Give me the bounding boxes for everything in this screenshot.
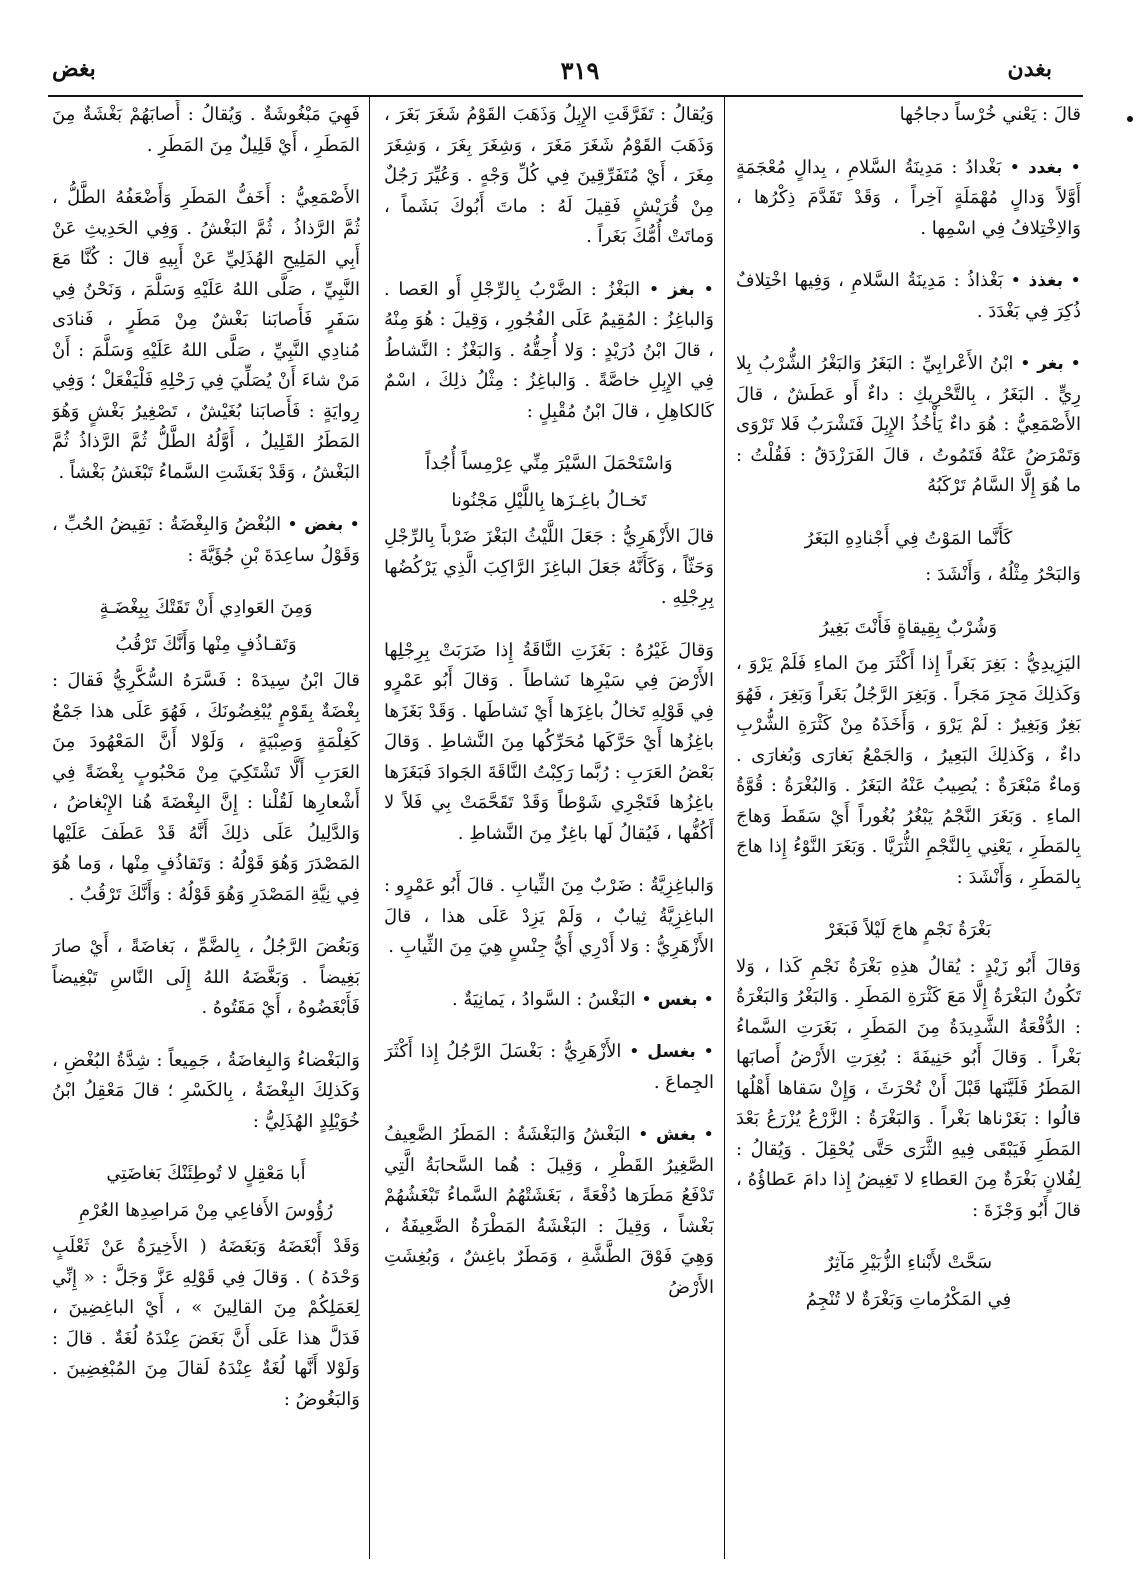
entry-headword: بغذذ <box>1028 271 1064 291</box>
entry-body: • بغسل • الأَزْهَرِيُّ : بَغْسَلَ الرَّجُلُ إِذا أَكْثَرَ الجِماعَ . <box>384 1041 714 1093</box>
entry-paragraph <box>384 522 714 614</box>
entry-paragraph <box>384 636 714 850</box>
entry-headword: بغدد <box>1027 157 1063 178</box>
entry-body: • بغذذ • بَغْذاذُ : مَدِينَةُ السَّلامِ ، وَفِيها اخْتِلافٌ ذُكِرَ فِي بَغْدَدَ . <box>736 270 1081 322</box>
entry-body <box>736 100 1081 131</box>
entry-body <box>384 871 714 963</box>
header-right-word: بغدن <box>1007 56 1052 82</box>
entry-paragraph <box>736 100 1081 131</box>
entry-body <box>384 100 714 253</box>
entry-paragraph <box>52 1046 360 1138</box>
entry-body <box>736 560 1081 591</box>
entry-text: وَقالَ غَيْرُهُ : بَغَزَتِ النَّاقَةُ إِذا ضَرَبَتْ بِرِجْلِها الأَرْضَ فِي سَيْرِها نَشاطاً . وَقالَ أَبُو عَمْرٍو فِي قَوْلِهِ تَخالُ باغِزَها أَيْ نَشاطَها . وَقَدْ بَغَزَها باغِزُها أَيْ حَرَّكَها مُحَرِّكُها مِنَ النَّشاطِ . وَقالَ بَعْضُ العَرَبِ : رُبَّما رَكِبْتُ النَّاقَةَ الجَوادَ فَبَغَزَها باغِزُها فَتَجْرِي شَوْطاً وَقَدْ تَقَحَّمَتْ بِي فَلاً لا أَكُفُّها ، فَيُقالُ لَها باغِزٌ مِنَ النَّشاطِ . <box>384 639 714 844</box>
dictionary-entry <box>736 153 1081 245</box>
entry-headword: بغش <box>655 1125 696 1145</box>
verse-line: بَغْرَةُ نَجْمٍ هاجَ لَيْلاً فَبَغَرْ <box>825 919 992 940</box>
entry-body: • بغز • البَغْزُ : الضَّرْبُ بِالرِّجْلِ أَو العَصا . وَالباغِزُ : المُقِيمُ عَلَى الفُجُورِ ، وَقِيلَ : هُوَ مِنْهُ ، قالَ ابْنُ دُرَيْدٍ : وَلا أُحِقُّهُ . وَالبَغْزُ : النَّشاطُ فِي الإِبِلِ خاصَّةً . وَالباغِزُ : مِثْلُ ذلِكَ ، اسْمٌ كَالكاهِلِ ، قالَ ابْنُ مُقْبِلٍ : <box>384 278 714 422</box>
entry-text: اليَزِيدِيُّ : بَغِرَ بَغَراً إِذا أَكْثَرَ مِنَ الماءِ فَلَمْ يَرْوَ ، وَكَذلِكَ مَجِرَ مَجَراً . وَبَغِرَ الرَّجُلُ بَغَراً وَبَغِرَ ، فَهُوَ بَغِرٌ وَبَغِيرٌ : لَمْ يَرْوَ ، وَأَخَذَهُ مِنْ كَثْرَةِ الشُّرْبِ داءٌ ، وَكَذلِكَ البَعِيرُ ، وَالجَمْعُ بَغارَى وَبُغارَى . وَماءٌ مَبْغَرَةٌ : يُصِيبُ عَنْهُ البَغَرُ . وَالبُغْرَةُ : قُوَّةُ الماءِ . وَبَغَرَ النَّجْمُ يَبْغُرُ بُغُوراً أَيْ سَقَطَ وَهاجَ بِالمَطَرِ ، يَعْنِي بِالنَّجْمِ الثُّرَيَّا . وَبَغَرَ النَّوْءُ إِذا هاجَ بِالمَطَرِ ، وَأَنْشَدَ : <box>736 653 1081 888</box>
entry-headword: بغر <box>1037 354 1064 374</box>
entry-text: الأَزْهَرِيُّ : بَغْسَلَ الرَّجُلُ إِذا أَكْثَرَ الجِماعَ . <box>384 1041 714 1093</box>
dictionary-entry <box>384 1120 714 1303</box>
entry-text: فَهِيَ مَبْغُوشَةٌ . وَيُقالُ : أَصابَهُمْ بَغْشَةٌ مِنَ المَطَرِ ، أَيْ قَلِيلٌ مِنَ المَطَرِ . <box>52 104 360 156</box>
middle-column <box>384 100 714 1560</box>
entry-body <box>52 183 360 488</box>
entry-body <box>52 1232 360 1415</box>
entry-body <box>384 636 714 850</box>
entry-paragraph <box>52 932 360 1024</box>
entry-text: قالَ الأَزْهَرِيُّ : جَعَلَ اللَّيْثُ البَغْزَ ضَرْباً بِالرِّجْلِ وَحَثّاً ، وَكَأَنَّهُ جَعَلَ الباغِزَ الرَّاكِبَ الَّذِي يَرْكُضُها بِرِجْلِهِ . <box>384 526 714 608</box>
entry-body: • بغس • البَغْسُ : السَّوادُ ، يَمانِيَةٌ . <box>451 988 714 1010</box>
entry-headword: بغسل <box>647 1042 696 1062</box>
left-column <box>52 100 360 1560</box>
entry-paragraph <box>52 183 360 488</box>
dictionary-entry <box>52 510 360 571</box>
dictionary-entry <box>736 266 1081 327</box>
dictionary-entry <box>384 985 714 1016</box>
verse-line: رُؤُوسَ الأَفاعِي مِنْ مَراصِدِها العُرْمِ <box>79 1199 333 1221</box>
entry-headword: بغض <box>304 515 344 535</box>
entry-text: البَغْشُ وَالبَغْشَةُ : المَطَرُ الضَّعِيفُ الصَّغِيرُ القَطْرِ ، وَقِيلَ : هُما السَّحابَةُ الَّتِي تَدْفَعُ مَطَرَها دُفْعَةً ، بَغَشَتْهُمُ السَّماءُ تَبْغَشُهُمْ بَغْشاً ، وَقِيلَ : البَغْشَةُ المَطْرَةُ الضَّعِيفَةُ ، وَهِيَ فَوْقَ الطَّشَّةِ ، وَمَطَرٌ باغِشٌ ، وَبُغِشَتِ الأَرْضُ <box>384 1124 714 1298</box>
entry-headword: بغز <box>668 279 695 300</box>
entry-body <box>52 932 360 1024</box>
verse-line: سَحَّتْ لأَبْناءِ الزُّبَيْرِ مَآثِرٌ <box>824 1252 993 1273</box>
entry-body <box>52 1046 360 1138</box>
entry-body: • بغض • البُغْضُ وَالبِغْضَةُ : نَقِيضُ الحُبِّ ، وَقَوْلُ ساعِدَةَ بْنِ جُؤَيَّةَ : <box>52 514 360 566</box>
verse-line: تَخـالُ باغِـزَها بِاللَّيْلِ مَجْنُونا <box>451 489 647 511</box>
entry-text: البَغْسُ : السَّوادُ ، يَمانِيَةٌ . <box>451 988 636 1010</box>
page-number: ٣١٩ <box>560 56 600 85</box>
entry-body <box>52 100 360 161</box>
dictionary-entry <box>384 1037 714 1098</box>
dictionary-entry <box>736 349 1081 502</box>
column-divider-right <box>724 97 725 1559</box>
entry-text: البُغْضُ وَالبِغْضَةُ : نَقِيضُ الحُبِّ ، وَقَوْلُ ساعِدَةَ بْنِ جُؤَيَّةَ : <box>52 514 360 566</box>
entry-text: الأَصْمَعِيُّ : أَخَفُّ المَطَرِ وَأَضْعَفُهُ الطَّلُّ ، ثُمَّ الرَّذاذُ ، ثُمَّ البَغْشُ . وَفِي الحَدِيثِ عَنْ أَبِي المَلِيحِ الهُذَلِيِّ عَنْ أَبِيهِ قالَ : كُنَّا مَعَ النَّبِيِّ ، صَلَّى اللهُ عَلَيْهِ وَسَلَّمَ ، وَنَحْنُ فِي سَفَرٍ فَأَصابَنا بَغْشٌ مِنْ مَطَرٍ ، فَنادَى مُنادِي النَّبِيِّ ، صَلَّى اللهُ عَلَيْهِ وَسَلَّمَ : أَنْ مَنْ شاءَ أَنْ يُصَلِّيَ فِي رَحْلِهِ فَلْيَفْعَلْ ؛ وَفِي رِوايَةٍ : فَأَصابَنا بُغَيْشٌ ، تَصْغِيرُ بَغْشٍ وَهُوَ المَطَرُ القَلِيلُ ، أَوَّلُهُ الطَّلُّ ثُمَّ الرَّذاذُ ثُمَّ البَغْشُ ، وَقَدْ بَغَشَتِ السَّماءُ تَبْغَشُ بَغْشاً . <box>52 187 360 483</box>
entry-paragraph <box>736 649 1081 893</box>
header-rule <box>48 95 1083 97</box>
verse-line: كَأَنَّما المَوْتُ فِي أَجْنادِهِ البَغَرُ <box>804 527 1013 549</box>
entry-text: وَالبَحْرُ مِثْلُهُ ، وَأَنْشَدَ : <box>925 564 1081 585</box>
entry-text: وَبَغُضَ الرَّجُلُ ، بِالضَّمِّ ، بَغاضَةً ، أَيْ صارَ بَغِيضاً . وَبَغَّضَهُ اللهُ إِلَى النَّاسِ تَبْغِيضاً فَأَبْغَضُوهُ ، أَيْ مَقَتُوهُ . <box>52 936 360 1018</box>
verse-line: وَمِنَ العَوادِي أَنْ تَقَتْكَ بِبِغْضَـةٍ <box>99 597 313 618</box>
entry-text: البَغْزُ : الضَّرْبُ بِالرِّجْلِ أَو العَصا . وَالباغِزُ : المُقِيمُ عَلَى الفُجُورِ ، وَقِيلَ : هُوَ مِنْهُ ، قالَ ابْنُ دُرَيْدٍ : وَلا أُحِقُّهُ . وَالبَغْزُ : النَّشاطُ فِي الإِبِلِ خاصَّةً . وَالباغِزُ : مِثْلُ ذلِكَ ، اسْمٌ كَالكاهِلِ ، قالَ ابْنُ مُقْبِلٍ : <box>384 278 714 422</box>
verse-line: وَتَقـاذُفٍ مِنْها وَأَنَّكَ تَرْقُبُ <box>115 633 297 655</box>
entry-text: وَقالَ أَبُو زَيْدٍ : يُقالُ هذِهِ بَغْرَةُ نَجْمِ كَذا ، وَلا تَكُونُ البَغْرَةُ إِلَّا مَعَ كَثْرَةِ المَطَرِ . وَالبَغْرُ وَالبَغْرَةُ : الدُّفْعَةُ الشَّدِيدَةُ مِنَ المَطَرِ ، بَغَرَتِ السَّماءُ بَغْراً . وَقالَ أَبُو حَنِيفَةَ : بُغِرَتِ الأَرْضُ أَصابَها المَطَرُ فَلَيَّنَها قَبْلَ أَنْ تُحْرَثَ ، وَإِنْ سَقاها أَهْلُها قالُوا : بَغَرْناها بَغْراً . وَالبَغْرَةُ : الزَّرْعُ يُزْرَعُ بَعْدَ المَطَرِ فَيَبْقَى فِيهِ الثَّرَى حَتَّى يُحْقِلَ . وَيُقالُ : لِفُلانٍ بَغْرَةٌ مِنَ العَطاءِ لا تَغِيضُ إِذا دامَ عَطاؤُهُ ، قالَ أَبُو وَجْزَةَ : <box>736 955 1081 1221</box>
entry-paragraph <box>736 560 1081 591</box>
entry-text: قالَ ابْنُ سِيدَهْ : فَسَّرَهُ السُّكَّرِيُّ فَقالَ : بِغْضَةٌ بِقَوْمٍ يُبْغِضُونَكَ ، فَهُوَ عَلَى هذا جَمْعٌ كَغِلْمَةٍ وَصِبْيَةٍ ، وَلَوْلا أَنَّ المَعْهُودَ مِنَ العَرَبِ أَلَّا تَشْتَكِيَ مِنْ مَحْبُوبٍ بِغْضَةً فِي أَشْعارِها لَقُلْنا : إِنَّ البِغْضَةَ هُنا الإِبْغاضُ ، وَالدَّلِيلُ عَلَى ذلِكَ أَنَّهُ قَدْ عَطَفَ عَلَيْها المَصْدَرَ وَهُوَ قَوْلُهُ : وَتَقاذُفٍ مِنْها ، وَما هُوَ فِي نِيَّةِ المَصْدَرِ وَهُوَ قَوْلُهُ : وَأَنَّكَ تَرْقُبُ . <box>52 670 360 905</box>
verse-line: وَاسْتَحْمَلَ السَّيْرَ مِنِّي عِرْمِساً أُجُداً <box>425 453 673 474</box>
entry-body <box>52 666 360 910</box>
entry-body <box>736 649 1081 893</box>
entry-body: • بغر • ابْنُ الأَعْرابِيِّ : البَغَرُ وَالبَغْرُ الشُّرْبُ بِلا رِيٍّ . البَغَرُ ، بِالتَّحْرِيكِ : داءٌ أَو عَطَشٌ ، قالَ الأَصْمَعِيُّ : هُوَ داءٌ يَأْخُذُ الإِبِلَ فَتَشْرَبُ فَلا تَرْوَى وَتَمْرَضُ عَنْهُ فَتَمُوتُ ، قالَ الفَرَزْدَقُ : فَقُلْتُ : ما هُوَ إِلَّا السَّامُ تَرْكَبُهُ <box>736 353 1081 496</box>
verse-line: أَبا مَعْقِلٍ لا تُوطِئَنْكَ بَغاضَتِي <box>106 1163 306 1184</box>
entry-paragraph <box>384 871 714 963</box>
entry-text: بَغْذاذُ : مَدِينَةُ السَّلامِ ، وَفِيها اخْتِلافٌ ذُكِرَ فِي بَغْدَدَ . <box>736 270 1081 322</box>
entry-body: • بغدد • بَغْدادُ : مَدِينَةُ السَّلامِ ، بِدالٍ مُعْجَمَةٍ أَوَّلاً وَدالٍ مُهْمَلَةٍ آخِراً ، وَقَدْ تَقَدَّمَ ذِكْرُها ، وَالاِخْتِلافُ فِي اسْمِها . <box>736 156 1081 239</box>
entry-text: بَغْدادُ : مَدِينَةُ السَّلامِ ، بِدالٍ مُعْجَمَةٍ أَوَّلاً وَدالٍ مُهْمَلَةٍ آخِراً ، وَقَدْ تَقَدَّمَ ذِكْرُها ، وَالاِخْتِلافُ فِي اسْمِها . <box>736 156 1081 239</box>
entry-text: وَقَدْ أَبْغَضَهُ وَبَغَضَهُ ( الأَخِيرَةُ عَنْ ثَعْلَبٍ وَحْدَهُ ) . وَقالَ فِي قَوْلِهِ عَزَّ وَجَلَّ : « إِنِّي لِعَمَلِكُمْ مِنَ القالِينَ » ، أَيْ الباغِضِينَ ، فَدَلَّ هذا عَلَى أَنَّ بَغَضَ عِنْدَهُ لُغَةٌ . قالَ : وَلَوْلا أَنَّها لُغَةٌ عِنْدَهُ لَقالَ مِنَ المُبْغِضِينَ . وَالبَغُوضُ : <box>52 1236 360 1410</box>
entry-text: وَالباغِزِيَّةُ : ضَرْبٌ مِنَ الثِّيابِ . قالَ أَبُو عَمْرٍو : الباغِزِيَّةُ ثِيابٌ ، وَلَمْ يَزِدْ عَلَى هذا ، قالَ الأَزْهَرِيُّ : وَلا أَدْرِي أَيُّ جِنْسٍ هِيَ مِنَ الثِّيابِ . <box>384 875 714 957</box>
entry-paragraph <box>52 1232 360 1415</box>
entry-paragraph <box>736 952 1081 1227</box>
entry-body <box>736 952 1081 1227</box>
entry-paragraph <box>52 100 360 161</box>
entry-body <box>384 522 714 614</box>
entry-text: وَيُقالُ : تَفَرَّقَتِ الإِبِلُ وَذَهَبَ القَوْمُ شَغَرَ بَغَرَ ، وَذَهَبَ القَوْمُ شَغَرَ مَغَرَ ، وَشِغَرَ بِغَرَ ، وَشِغَرَ مِغَرَ ، أَيْ مُتَفَرِّقِينَ فِي كُلِّ وَجْهٍ . وَعُيِّرَ رَجُلٌ مِنْ قُرَيْشٍ فَقِيلَ لَهُ : ماتَ أَبُوكَ بَشَماً ، وَماتَتْ أُمُّكَ بَغَراً . <box>384 104 714 247</box>
entry-text: ابْنُ الأَعْرابِيِّ : البَغَرُ وَالبَغْرُ الشُّرْبُ بِلا رِيٍّ . البَغَرُ ، بِالتَّحْرِيكِ : داءٌ أَو عَطَشٌ ، قالَ الأَصْمَعِيُّ : هُوَ داءٌ يَأْخُذُ الإِبِلَ فَتَشْرَبُ فَلا تَرْوَى وَتَمْرَضُ عَنْهُ فَتَمُوتُ ، قالَ الفَرَزْدَقُ : فَقُلْتُ : ما هُوَ إِلَّا السَّامُ تَرْكَبُهُ <box>736 353 1081 496</box>
verse-line: وَشُرْبٌ بِقِيقاةٍ فَأَنْتَ بَغِيرُ <box>819 616 998 638</box>
entry-text: قالَ : يَعْني خُرْساً دجاجُها <box>899 104 1081 125</box>
right-column <box>736 100 1081 1560</box>
entry-paragraph <box>384 100 714 253</box>
entry-body: • بغش • البَغْشُ وَالبَغْشَةُ : المَطَرُ الضَّعِيفُ الصَّغِيرُ القَطْرِ ، وَقِيلَ : هُما السَّحابَةُ الَّتِي تَدْفَعُ مَطَرَها دُفْعَةً ، بَغَشَتْهُمُ السَّماءُ تَبْغَشُهُمْ بَغْشاً ، وَقِيلَ : البَغْشَةُ المَطْرَةُ الضَّعِيفَةُ ، وَهِيَ فَوْقَ الطَّشَّةِ ، وَمَطَرٌ باغِشٌ ، وَبُغِشَتِ الأَرْضُ <box>384 1124 714 1298</box>
entry-headword: بغس <box>657 989 698 1010</box>
entry-text: وَالبَغْضاءُ وَالبِغاضَةُ ، جَمِيعاً : شِدَّةُ البُغْضِ ، وَكَذلِكَ البِغْضَةُ ، بِالكَسْرِ ؛ قالَ مَعْقِلُ ابْنُ خُوَيْلِدٍ الهُذَلِيُّ : <box>52 1049 360 1132</box>
entry-paragraph <box>52 666 360 910</box>
page-edge-mark <box>1127 116 1133 122</box>
column-divider-left <box>369 97 370 1559</box>
dictionary-entry <box>384 275 714 428</box>
verse-line: فِي المَكْرُماتِ وَبَغْرَةٌ لا تُنْجِمُ <box>805 1288 1012 1310</box>
header-left-word: بغض <box>52 56 96 82</box>
